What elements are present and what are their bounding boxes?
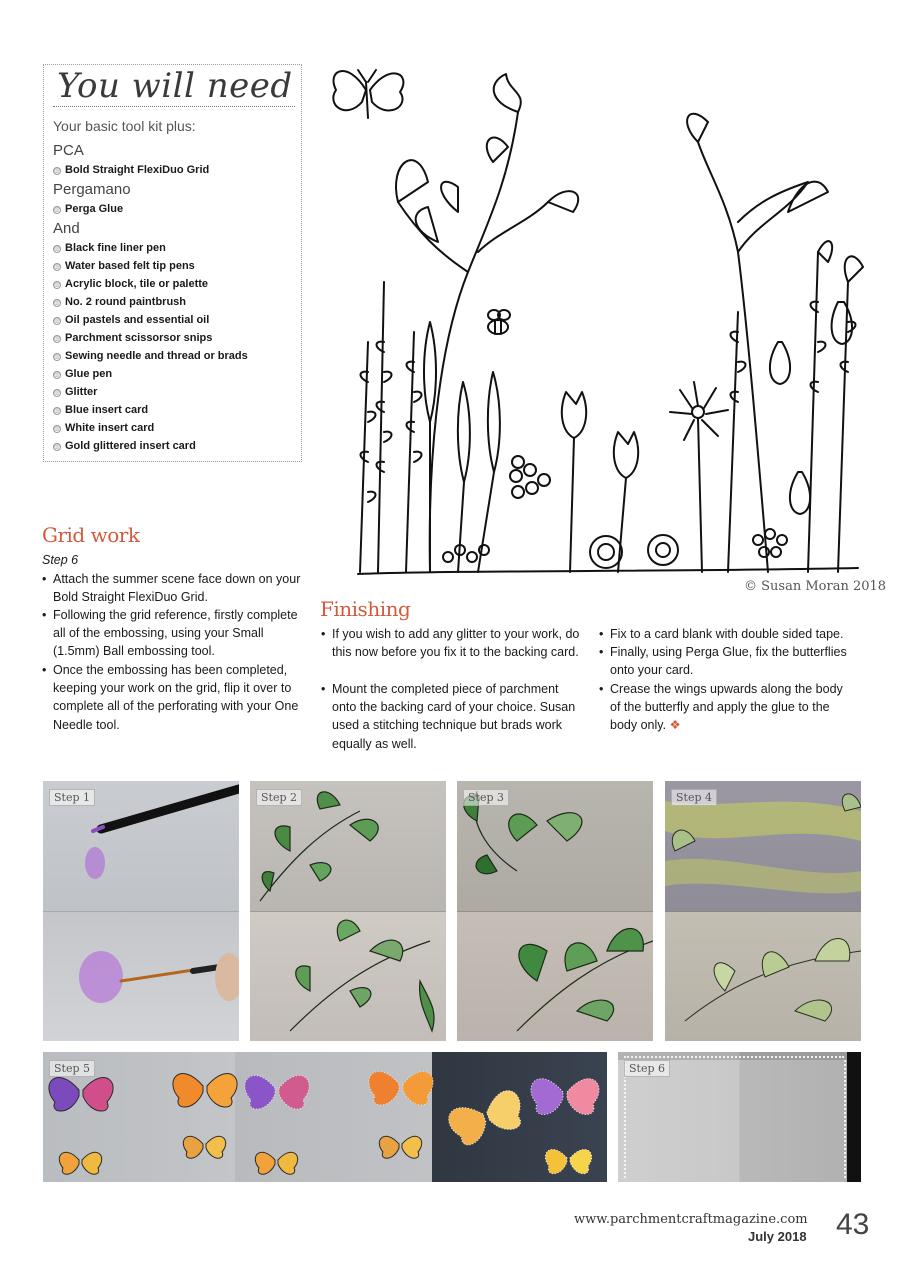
step1-label: Step 1 (49, 789, 95, 806)
bullet-icon: @ (54, 426, 60, 432)
bullet-icon: @ (54, 318, 60, 324)
list-item: @ Glitter (54, 386, 98, 398)
grid-work-step-label: Step 6 (42, 553, 79, 567)
step4-photo (665, 781, 861, 1041)
step2-leaves-drawing (250, 781, 446, 1041)
tool-kit-intro: Your basic tool kit plus: (53, 118, 196, 134)
bullet-icon: @ (54, 354, 60, 360)
page-number: 43 (836, 1208, 870, 1241)
list-item: @ Glue pen (54, 368, 113, 380)
group-pergamano: Pergamano (53, 181, 131, 198)
list-item: @ Perga Glue (54, 203, 124, 215)
list-item: @ Water based felt tip pens (54, 260, 195, 272)
bullet-icon: @ (54, 207, 60, 213)
finishing-bullet: • If you wish to add any glitter to your work, do this now before you fix it to the backing card. (321, 627, 580, 660)
step1-photo (43, 781, 239, 1041)
illustration-credit: © Susan Moran 2018 (744, 579, 887, 594)
list-item: @ Gold glittered insert card (54, 440, 196, 452)
step6-photo (618, 1052, 861, 1182)
list-item: @ Bold Straight FlexiDuo Grid (54, 164, 210, 176)
bullet-icon: @ (54, 336, 60, 342)
group-pca: PCA (53, 142, 84, 159)
end-mark-icon: ❖ (669, 718, 681, 733)
bullet-icon: @ (54, 390, 60, 396)
bullet-icon: @ (54, 282, 60, 288)
step5-label: Step 5 (49, 1060, 95, 1077)
step4-label: Step 4 (671, 789, 717, 806)
bullet-icon: @ (54, 372, 60, 378)
step2-label: Step 2 (256, 789, 302, 806)
finishing-bullet: • Mount the completed piece of parchment onto the backing card of your choice. Susan used a stitching technique but brads work equally as well. (321, 682, 576, 751)
bullet-icon: @ (54, 168, 60, 174)
list-item: @ Parchment scissorsor snips (54, 332, 213, 344)
list-item: @ Acrylic block, tile or palette (54, 278, 209, 290)
footer-website: www.parchmentcraftmagazine.com (574, 1212, 808, 1227)
bullet-icon: @ (54, 408, 60, 414)
step5-photo (43, 1052, 607, 1182)
you-will-need-title: You will need (57, 66, 293, 106)
grid-work-heading: Grid work (42, 523, 140, 547)
grid-work-bullet: • Attach the summer scene face down on your Bold Straight FlexiDuo Grid. (42, 572, 301, 605)
bee-drawing (488, 310, 510, 334)
bullet-icon: @ (54, 444, 60, 450)
daisy-flowers (590, 382, 728, 572)
list-item: @ White insert card (54, 422, 155, 434)
list-item: @ Blue insert card (54, 404, 149, 416)
finishing-heading: Finishing (320, 597, 411, 621)
finishing-bullet: • Finally, using Perga Glue, fix the butterflies onto your card. (599, 645, 847, 678)
step5-butterflies-drawing (43, 1052, 607, 1182)
bullet-icon: @ (54, 246, 60, 252)
title-divider (53, 106, 295, 107)
bullet-icon: @ (54, 264, 60, 270)
list-item: @ Oil pastels and essential oil (54, 314, 210, 326)
grid-work-bullet: • Following the grid reference, firstly complete all of the embossing, using your Small (1.5mm) Ball embossing tool. (42, 608, 298, 659)
step6-label: Step 6 (624, 1060, 670, 1077)
group-and: And (53, 220, 80, 237)
footer-date: July 2018 (748, 1229, 807, 1244)
summer-garden-illustration (318, 52, 880, 584)
finishing-bullet: • Crease the wings upwards along the body of the butterfly and apply the glue to the body only. ❖ (599, 682, 843, 733)
step2-photo (250, 781, 446, 1041)
list-item: @ Black fine liner pen (54, 242, 166, 254)
step3-photo (457, 781, 653, 1041)
grid-work-bullet: • Once the embossing has been completed, keeping your work on the grid, flip it over to complete all of the perforating with your One Needle tool. (42, 663, 299, 732)
butterfly-drawing (333, 70, 403, 118)
step3-leaves-drawing (457, 781, 653, 1041)
list-item: @ No. 2 round paintbrush (54, 296, 186, 308)
step4-glitter-drawing (665, 781, 861, 1041)
step1-pens-drawing (43, 781, 239, 1041)
finishing-bullet: • Fix to a card blank with double sided tape. (599, 627, 844, 641)
step3-label: Step 3 (463, 789, 509, 806)
list-item: @ Sewing needle and thread or brads (54, 350, 248, 362)
bullet-icon: @ (54, 300, 60, 306)
